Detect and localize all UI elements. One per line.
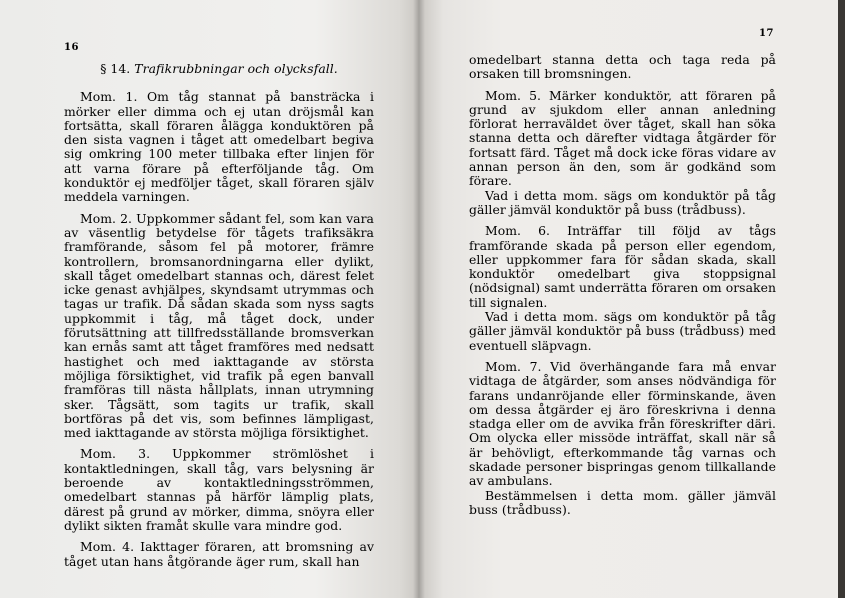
paragraph-mom-7: Mom. 7. Vid överhängande fara må envar vidtaga de åtgärder, som anses nödvändiga för farans undanröjande eller förminskande, även om dessa åtgärder ej äro föreskrivna i denna stadga eller om de avvika från föreskrifter däri. Om olycka eller missöde inträffat, skall när så är behövligt, efterkommande tåg varnas och skadade personer bispringas genom tillkallande av ambulans. (469, 358, 776, 489)
right-page-number: 17 (759, 28, 774, 39)
paragraph-mom-7-note: Bestämmelsen i detta mom. gäller jämväl buss (trådbuss). (469, 487, 776, 517)
left-page-number: 16 (64, 42, 79, 53)
paragraph-mom-1: Mom. 1. Om tåg stannat på bansträcka i mörker eller dimma och ej utan dröjsmål kan fortsätta, skall föraren ålägga konduktören på den sista vagnen i tåget att omedelbart begiva sig omkring 100 meter tillbaka efter linjen för att varna förare på efterföljande tåg. Om konduktör ej medföljer tåget, skall föraren själv meddela varningen. (64, 89, 374, 205)
page-edge-shadow (838, 0, 845, 598)
paragraph-mom-5: Mom. 5. Märker konduktör, att föraren på grund av sjukdom eller annan anledning förlorat herraväldet över tåget, skall han söka stanna detta och därefter vidtaga åtgärder för fortsatt färd. Tåget må dock icke föras vidare av annan person än den, som är godkänd som förare. (469, 87, 776, 189)
paragraph-mom-5-note: Vad i detta mom. sägs om konduktör på tåg gäller jämväl konduktör på buss (trådbuss). (469, 187, 776, 217)
paragraph-mom-6-note: Vad i detta mom. sägs om konduktör på tåg gäller jämväl konduktör på buss (trådbuss) med eventuell släpvagn. (469, 309, 776, 353)
section-title: Trafikrubbningar och olycksfall. (134, 61, 338, 76)
paragraph-mom-2: Mom. 2. Uppkommer sådant fel, som kan vara av väsentlig betydelse för tågets trafiksäkra framförande, såsom fel på motorer, främre kontrollern, bromsanordningarna eller dylikt, skall tåget omedelbart stannas och, därest felet icke genast avhjälpes, skyndsamt utrymmas och tagas ur trafik. Då sådan skada som nyss sagts uppkommit i tåg, må tåget dock, under förutsättning att tillfredsställande bromsverkan kan ernås samt att tåget framföres med nedsatt hastighet och med iakttagande av största möjliga försiktighet, vid trafik på egen banvall framföras till nästa hållplats, innan utrymning sker. Tågsätt, som tagits ur trafik, skall bortföras på det vis, som befinnes lämpligast, med iakttagande av största möjliga försiktighet. (64, 210, 374, 441)
book-spine-crease (413, 0, 425, 598)
paragraph-mom-4: Mom. 4. Iakttager föraren, att bromsning av tåget utan hans åtgörande äger rum, skall han (64, 539, 374, 569)
paragraph-mom-6: Mom. 6. Inträffar till följd av tågs framförande skada på person eller egendom, eller uppkommer fara för sådan skada, skall konduktör omedelbart giva stoppsignal (nödsignal) samt underrätta föraren om orsaken till signalen. (469, 223, 776, 310)
section-heading (64, 62, 374, 76)
right-page-text (469, 53, 776, 517)
paragraph-mom-3: Mom. 3. Uppkommer strömlöshet i kontaktledningen, skall tåg, vars belysning är beroende av kontaktledningsströmmen, omedelbart stannas på härför lämplig plats, därest på grund av mörker, dimma, snöyra eller dylikt sikten framåt skulle vara mindre god. (64, 446, 374, 533)
section-number: § 14. (100, 61, 131, 76)
paragraph-mom-4-continued: omedelbart stanna detta och taga reda på orsaken till bromsningen. (469, 52, 776, 82)
left-page-text (64, 62, 374, 569)
